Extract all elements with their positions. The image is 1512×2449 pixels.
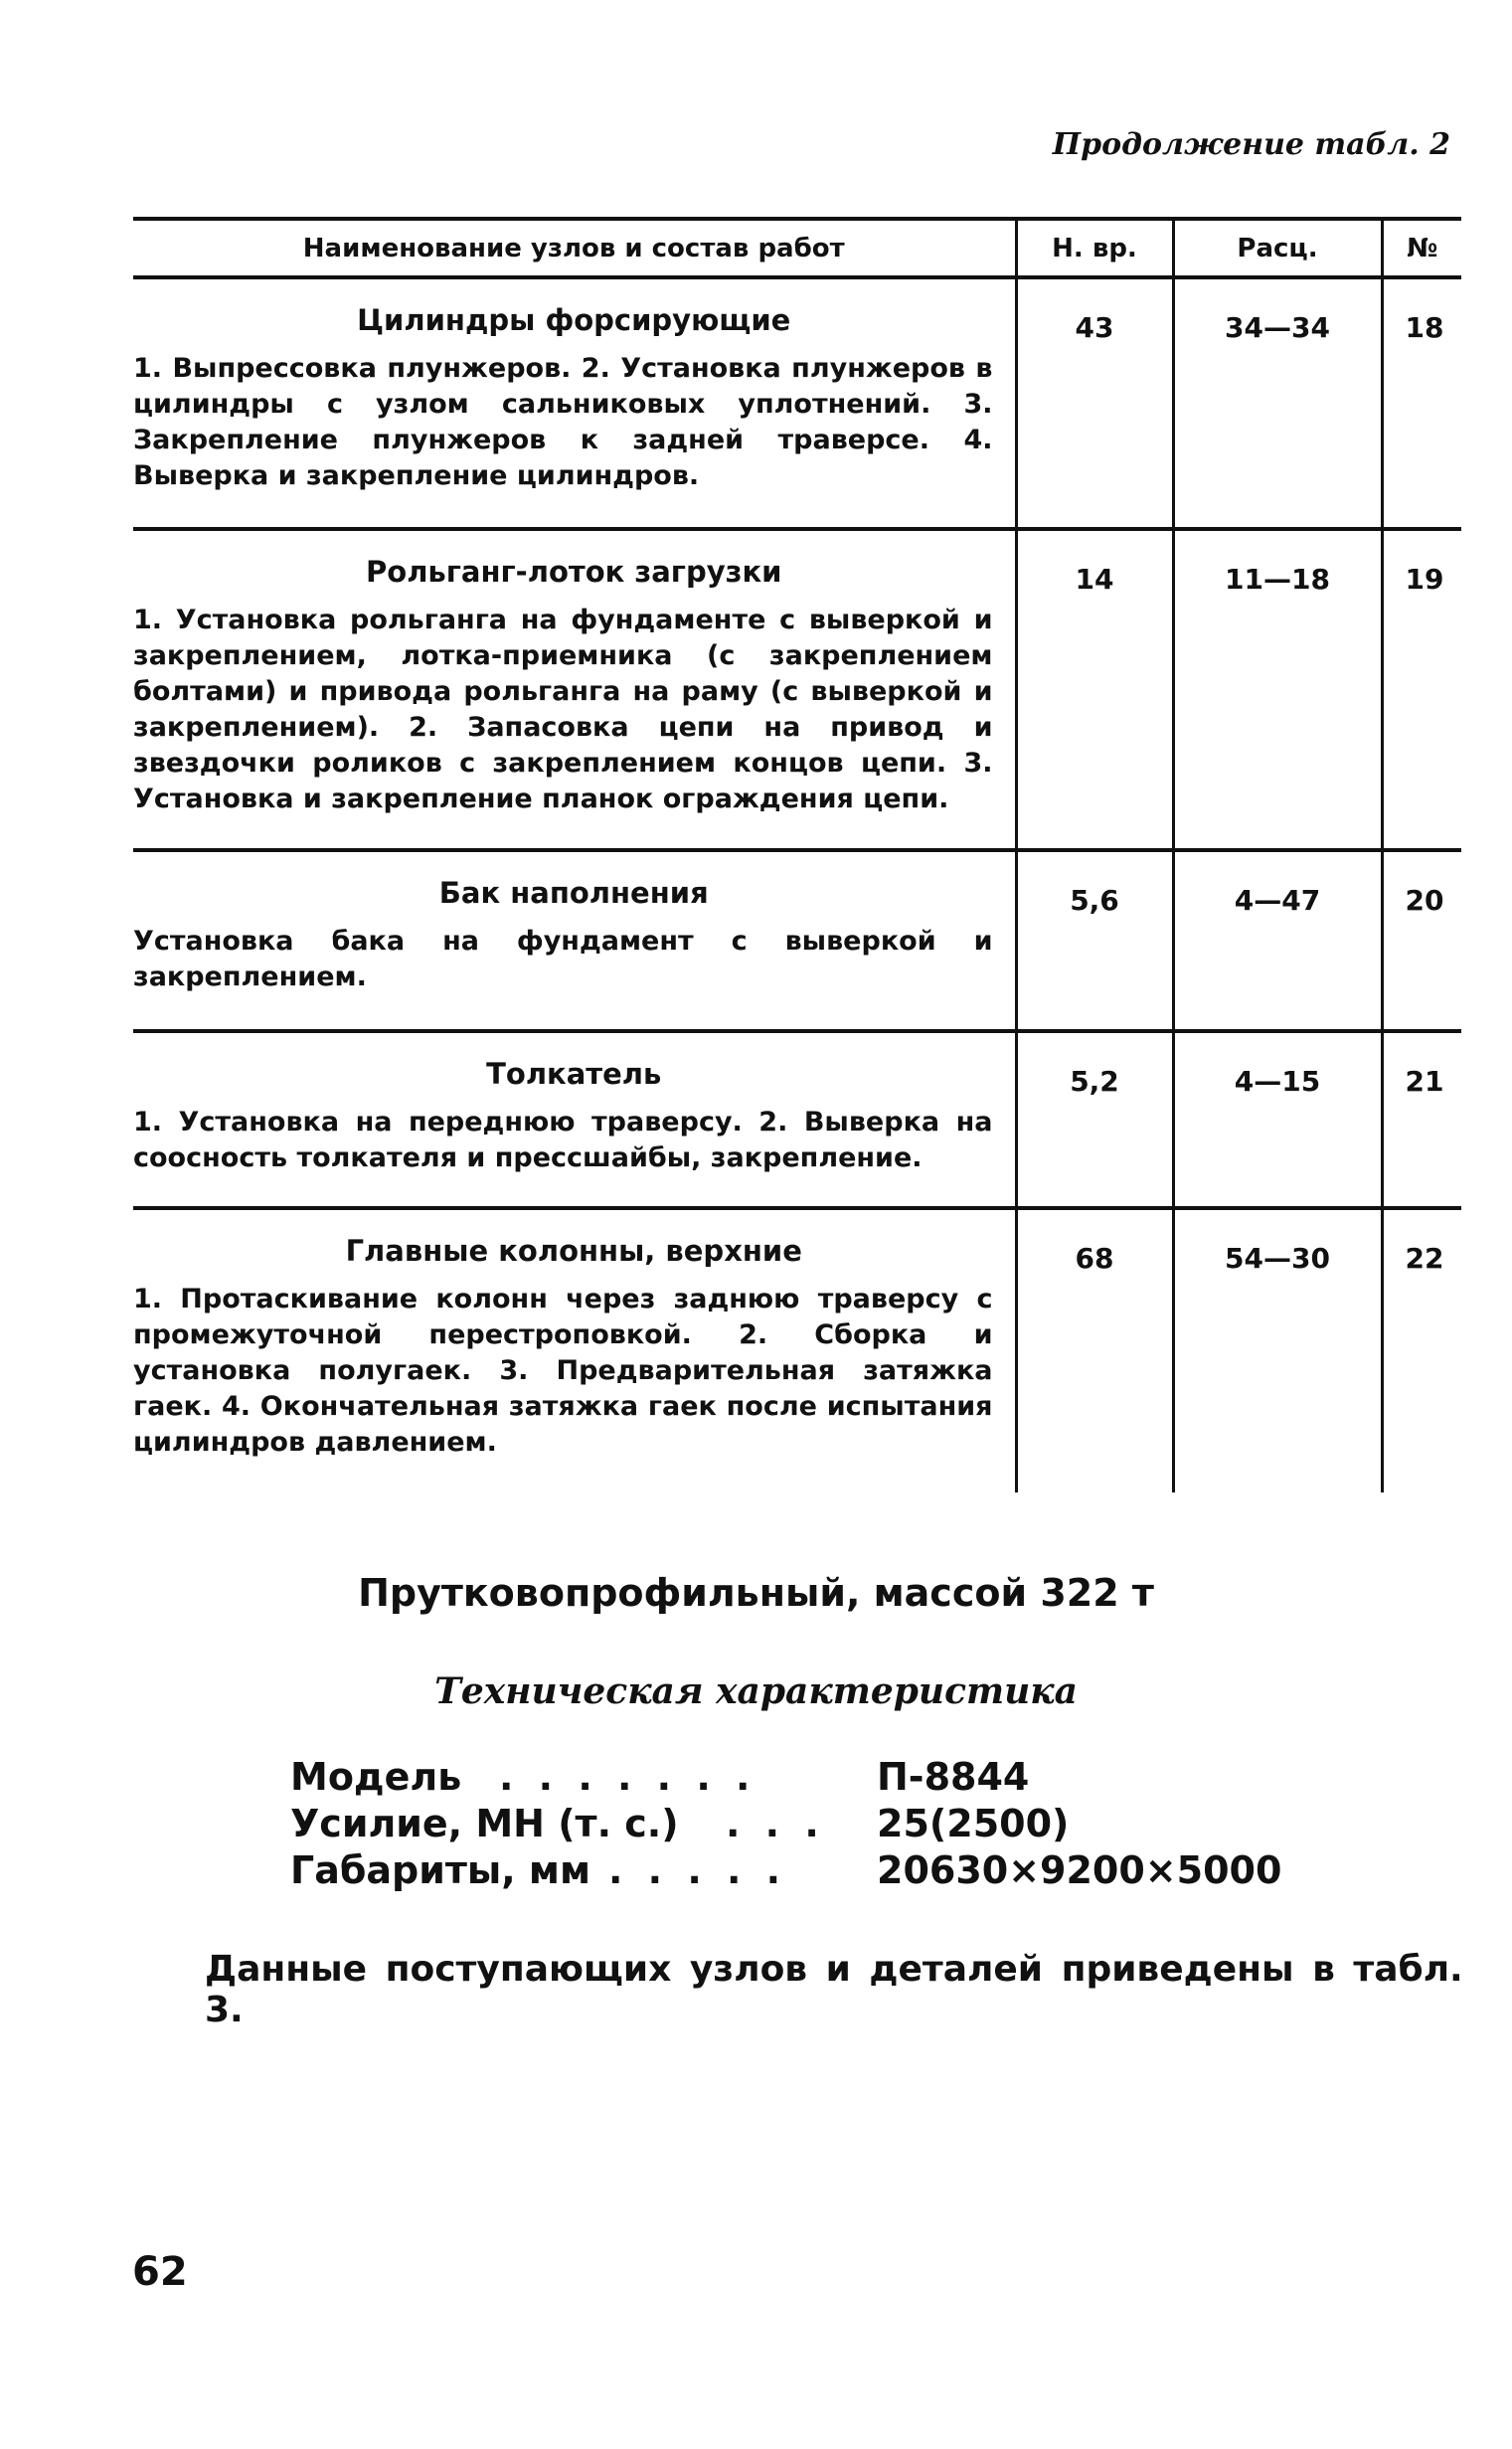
table-header-row bbox=[133, 219, 1461, 277]
norm-cell: 5,6 bbox=[1016, 850, 1173, 1031]
node-title: Главные колонны, верхние bbox=[345, 1234, 802, 1268]
norm-cell: 43 bbox=[1016, 277, 1173, 529]
table-row bbox=[133, 1208, 1461, 1492]
number-cell: 18 bbox=[1382, 277, 1461, 529]
section-title: Прутковопрофильный, массой 322 т bbox=[358, 1571, 1154, 1615]
spec-label: Габариты, мм bbox=[290, 1848, 591, 1892]
spec-label: Модель bbox=[290, 1755, 462, 1799]
work-table bbox=[133, 217, 1461, 1492]
work-cell bbox=[133, 850, 1016, 1031]
table-row bbox=[133, 277, 1461, 529]
column-header-number: № bbox=[1382, 219, 1461, 277]
node-title: Толкатель bbox=[486, 1057, 662, 1091]
norm-cell: 5,2 bbox=[1016, 1031, 1173, 1208]
table-row bbox=[133, 850, 1461, 1031]
spec-value: 20630×9200×5000 bbox=[877, 1848, 1282, 1892]
column-header-rate: Расц. bbox=[1173, 219, 1382, 277]
spec-label: Усилие, МН (т. с.) bbox=[290, 1802, 679, 1845]
node-description: Установка бака на фундамент с выверкой и закреплением. bbox=[133, 926, 993, 992]
work-cell bbox=[133, 277, 1016, 529]
rate-cell: 4—47 bbox=[1173, 850, 1382, 1031]
table-row bbox=[133, 1031, 1461, 1208]
number-cell: 21 bbox=[1382, 1031, 1461, 1208]
work-cell bbox=[133, 1031, 1016, 1208]
column-header-work: Наименование узлов и состав работ bbox=[133, 219, 1016, 277]
tech-specs-title: Техническая характеристика bbox=[434, 1670, 1078, 1712]
number-cell: 20 bbox=[1382, 850, 1461, 1031]
node-description: 1. Протаскивание колонн через заднюю траверсу с промежуточной перестроповкой. 2. Сборка и установка полугаек. 3. Предварительная затяжка гаек. 4. Окончательная затяжка гаек после испытания цилиндров давлением. bbox=[133, 1284, 993, 1458]
column-header-norm: Н. вр. bbox=[1016, 219, 1173, 277]
node-description: 1. Установка рольганга на фундаменте с выверкой и закреплением, лотка-приемника (с закреплением болтами) и привода рольганга на раму (с выверкой и закреплением). 2. Запасовка цепи на привод и звездочки роликов с закреплением концов цепи. 3. Установка и закрепление планок ограждения цепи. bbox=[133, 605, 993, 814]
norm-cell: 68 bbox=[1016, 1208, 1173, 1492]
number-cell: 22 bbox=[1382, 1208, 1461, 1492]
work-cell bbox=[133, 529, 1016, 850]
spec-leader-dots: . . . bbox=[726, 1802, 825, 1845]
work-table-container bbox=[133, 217, 1461, 1492]
node-title: Рольганг-лоток загрузки bbox=[366, 555, 782, 589]
node-title: Цилиндры форсирующие bbox=[357, 303, 791, 337]
spec-value: П-8844 bbox=[877, 1755, 1030, 1799]
table-row bbox=[133, 529, 1461, 850]
norm-cell: 14 bbox=[1016, 529, 1173, 850]
node-description: 1. Установка на переднюю траверсу. 2. Выверка на соосность толкателя и прессшайбы, закрепление. bbox=[133, 1107, 993, 1173]
work-cell bbox=[133, 1208, 1016, 1492]
spec-leader-dots: . . . . . . . bbox=[499, 1755, 756, 1799]
node-title: Бак наполнения bbox=[438, 876, 709, 910]
rate-cell: 4—15 bbox=[1173, 1031, 1382, 1208]
table-continuation-label: Продолжение табл. 2 bbox=[1052, 127, 1450, 162]
rate-cell: 34—34 bbox=[1173, 277, 1382, 529]
spec-value: 25(2500) bbox=[877, 1802, 1070, 1845]
spec-leader-dots: . . . . . bbox=[608, 1848, 787, 1892]
rate-cell: 54—30 bbox=[1173, 1208, 1382, 1492]
rate-cell: 11—18 bbox=[1173, 529, 1382, 850]
reference-note: Данные поступающих узлов и деталей приведены в табл. 3. bbox=[205, 1949, 1463, 2030]
node-description: 1. Выпрессовка плунжеров. 2. Установка плунжеров в цилиндры с узлом сальниковых уплотнений. 3. Закрепление плунжеров к задней траверсе. 4. Выверка и закрепление цилиндров. bbox=[133, 353, 993, 491]
number-cell: 19 bbox=[1382, 529, 1461, 850]
page-number: 62 bbox=[132, 2249, 188, 2295]
